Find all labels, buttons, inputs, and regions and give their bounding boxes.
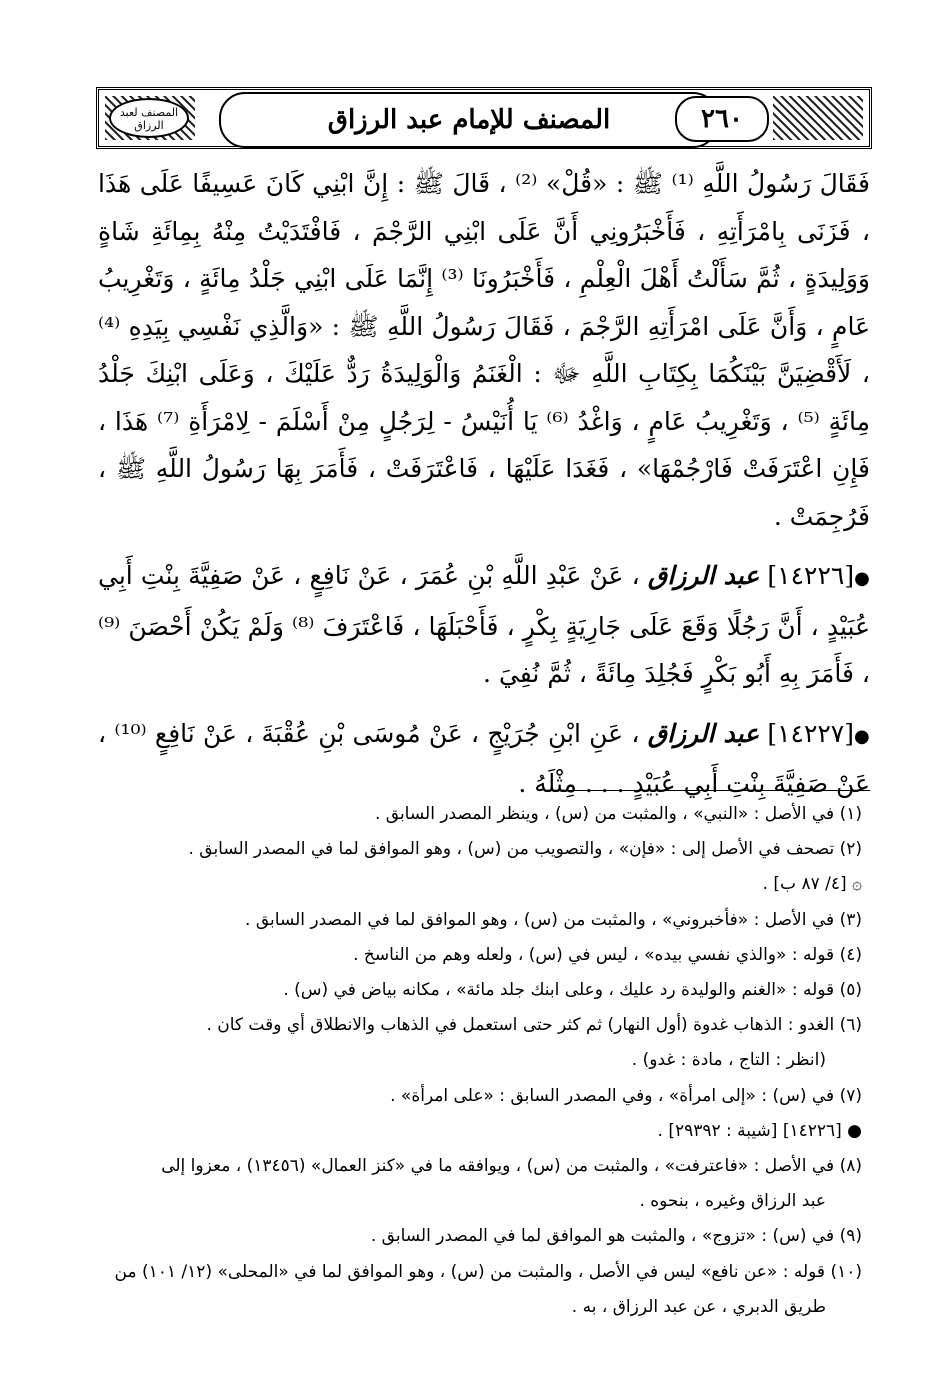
footnote: (٦) الغدو : الذهاب غدوة (أول النهار) ثم كثر حتى استعمل في الذهاب والانطلاق أي وقت كان .	[206, 1015, 862, 1036]
narrator-name: عبد الرزاق	[647, 718, 760, 748]
footnotes	[90, 797, 862, 1325]
footnote-continuation: طريق الدبري ، عن عبد الرزاق ، به .	[571, 1296, 826, 1317]
main-text	[98, 160, 870, 808]
bullet-icon: ●	[854, 725, 871, 747]
footnote-continuation: (انظر : التاج ، مادة : غدو) .	[631, 1050, 826, 1071]
footnote-continuation: عبد الرزاق وغيره ، بنحوه .	[639, 1191, 826, 1212]
ornament-right	[773, 96, 863, 140]
hadith-number: [١٤٢٢٦]	[767, 561, 855, 590]
footnote: (١٠) قوله : «عن نافع» ليس في الأصل ، والمثبت من (س) ، وهو الموافق لما في «المحلى» (١٢/ ١٠١) من	[114, 1261, 862, 1282]
page-header	[96, 87, 872, 149]
footnote-divider	[560, 790, 870, 791]
footnote: (٥) قوله : «الغنم والوليدة رد عليك ، وعلى ابنك جلد مائة» ، مكانه بياض في (س) .	[283, 980, 862, 1001]
footnote: (٤) قوله : «والذي نفسي بيده» ، ليس في (س) ، ولعله وهم من الناسخ .	[353, 944, 862, 965]
footnote: (٣) في الأصل : «فأخبروني» ، والمثبت من (س) ، وهو الموافق لما في المصدر السابق .	[245, 909, 862, 930]
hadith-continuation: فَقَالَ رَسُولُ اللَّهِ ⁽¹⁾ ﷺ : «قُلْ» ⁽²⁾ ، قَالَ ﷺ : إِنَّ ابْنِي كَانَ عَسِيفًا عَلَى هَذَا ، فَزَنَى بِامْرَأَتِهِ ، فَأَخْبَرُونِي أَنَّ عَلَى ابْنِي الرَّجْمَ ، فَافْتَدَيْتُ مِنْهُ بِمِائَةِ شَاةٍ وَوَلِيدَةٍ ، ثُمَّ سَأَلْتُ أَهْلَ الْعِلْمِ ، فَأَخْبَرُونَا ⁽³⁾ إِنَّمَا عَلَى ابْنِي جَلْدُ مِائَةٍ ، وَتَغْرِيبُ عَامٍ ، وَأَنَّ عَلَى امْرَأَتِهِ الرَّجْمَ ، فَقَالَ رَسُولُ اللَّهِ ﷺ : «وَالَّذِي نَفْسِي بِيَدِهِ ⁽⁴⁾ ، لَأَقْضِيَنَّ بَيْنَكُمَا بِكِتَابِ اللَّهِ ﷻ : الْغَنَمُ وَالْوَلِيدَةُ رَدٌّ عَلَيْكَ ، وَعَلَى ابْنِكَ جَلْدُ مِائَةٍ ⁽⁵⁾ ، وَتَغْرِيبُ عَامٍ ، وَاغْدُ ⁽⁶⁾ يَا أُنَيْسُ - لِرَجُلٍ مِنْ أَسْلَمَ - لِامْرَأَةِ ⁽⁷⁾ هَذَا ، فَإِنِ اعْتَرَفَتْ فَارْجُمْهَا» ، فَغَدَا عَلَيْهَا ، فَاعْتَرَفَتْ ، فَأَمَرَ بِهَا رَسُولُ اللَّهِ ﷺ ، فَرُجِمَتْ .	[98, 169, 871, 531]
bullet-icon: ●	[854, 568, 871, 589]
page-number: ٢٦٠	[675, 96, 769, 142]
footnote: (٩) في (س) : «تزوج» ، والمثبت هو الموافق لما في المصدر السابق .	[370, 1226, 862, 1247]
narrator-name: عبد الرزاق	[647, 561, 760, 590]
hadith-entry	[98, 552, 870, 698]
hadith-number: [١٤٢٢٧]	[767, 718, 854, 748]
book-title: المصنف للإمام عبد الرزاق	[219, 92, 719, 148]
footnote-source: ● [١٤٢٢٦] [شيبة : ٢٩٣٩٢] .	[657, 1120, 862, 1141]
hadith-entry	[98, 710, 870, 808]
footnote: (٢) تصحف في الأصل إلى : «فإن» ، والتصويب من (س) ، وهو الموافق لما في المصدر السابق .	[188, 839, 862, 860]
footnote: (١) في الأصل : «النبي» ، والمثبت من (س) ، وينظر المصدر السابق .	[374, 804, 862, 824]
book-seal-logo: المصنف لعبد الرزاق	[109, 98, 189, 138]
footnote: (٨) في الأصل : «فاعترفت» ، والمثبت من (س) ، ويوافقه ما في «كنز العمال» (١٣٤٥٦) ، معزوا إلى	[161, 1156, 862, 1177]
hadith-text: ، عَنْ عَبْدِ اللَّهِ بْنِ عُمَرَ ، عَنْ نَافِعٍ ، عَنْ صَفِيَّةَ بِنْتِ أَبِي عُبَيْدٍ ، أَنَّ رَجُلًا وَقَعَ عَلَى جَارِيَةٍ بِكْرٍ ، فَأَحْبَلَهَا ، فَاعْتَرَفَ ⁽⁸⁾ وَلَمْ يَكُنْ أَحْصَنَ ⁽⁹⁾ ، فَأَمَرَ بِهِ أَبُو بَكْرٍ فَجُلِدَ مِائَةً ، ثُمَّ نُفِيَ .	[98, 561, 870, 688]
footnote: (٧) في (س) : «إلى امرأة» ، وفي المصدر السابق : «على امرأة» .	[390, 1085, 862, 1106]
hadith-text: ، عَنِ ابْنِ جُرَيْجٍ ، عَنْ مُوسَى بْنِ عُقْبَةَ ، عَنْ نَافِعٍ ⁽¹⁰⁾ ، عَنْ صَفِيَّةَ بِنْتِ أَبِي عُبَيْدٍ . . . مِثْلَهُ .	[98, 718, 870, 798]
footnote: ۞ [٤/ ٨٧ ب] .	[762, 874, 862, 895]
